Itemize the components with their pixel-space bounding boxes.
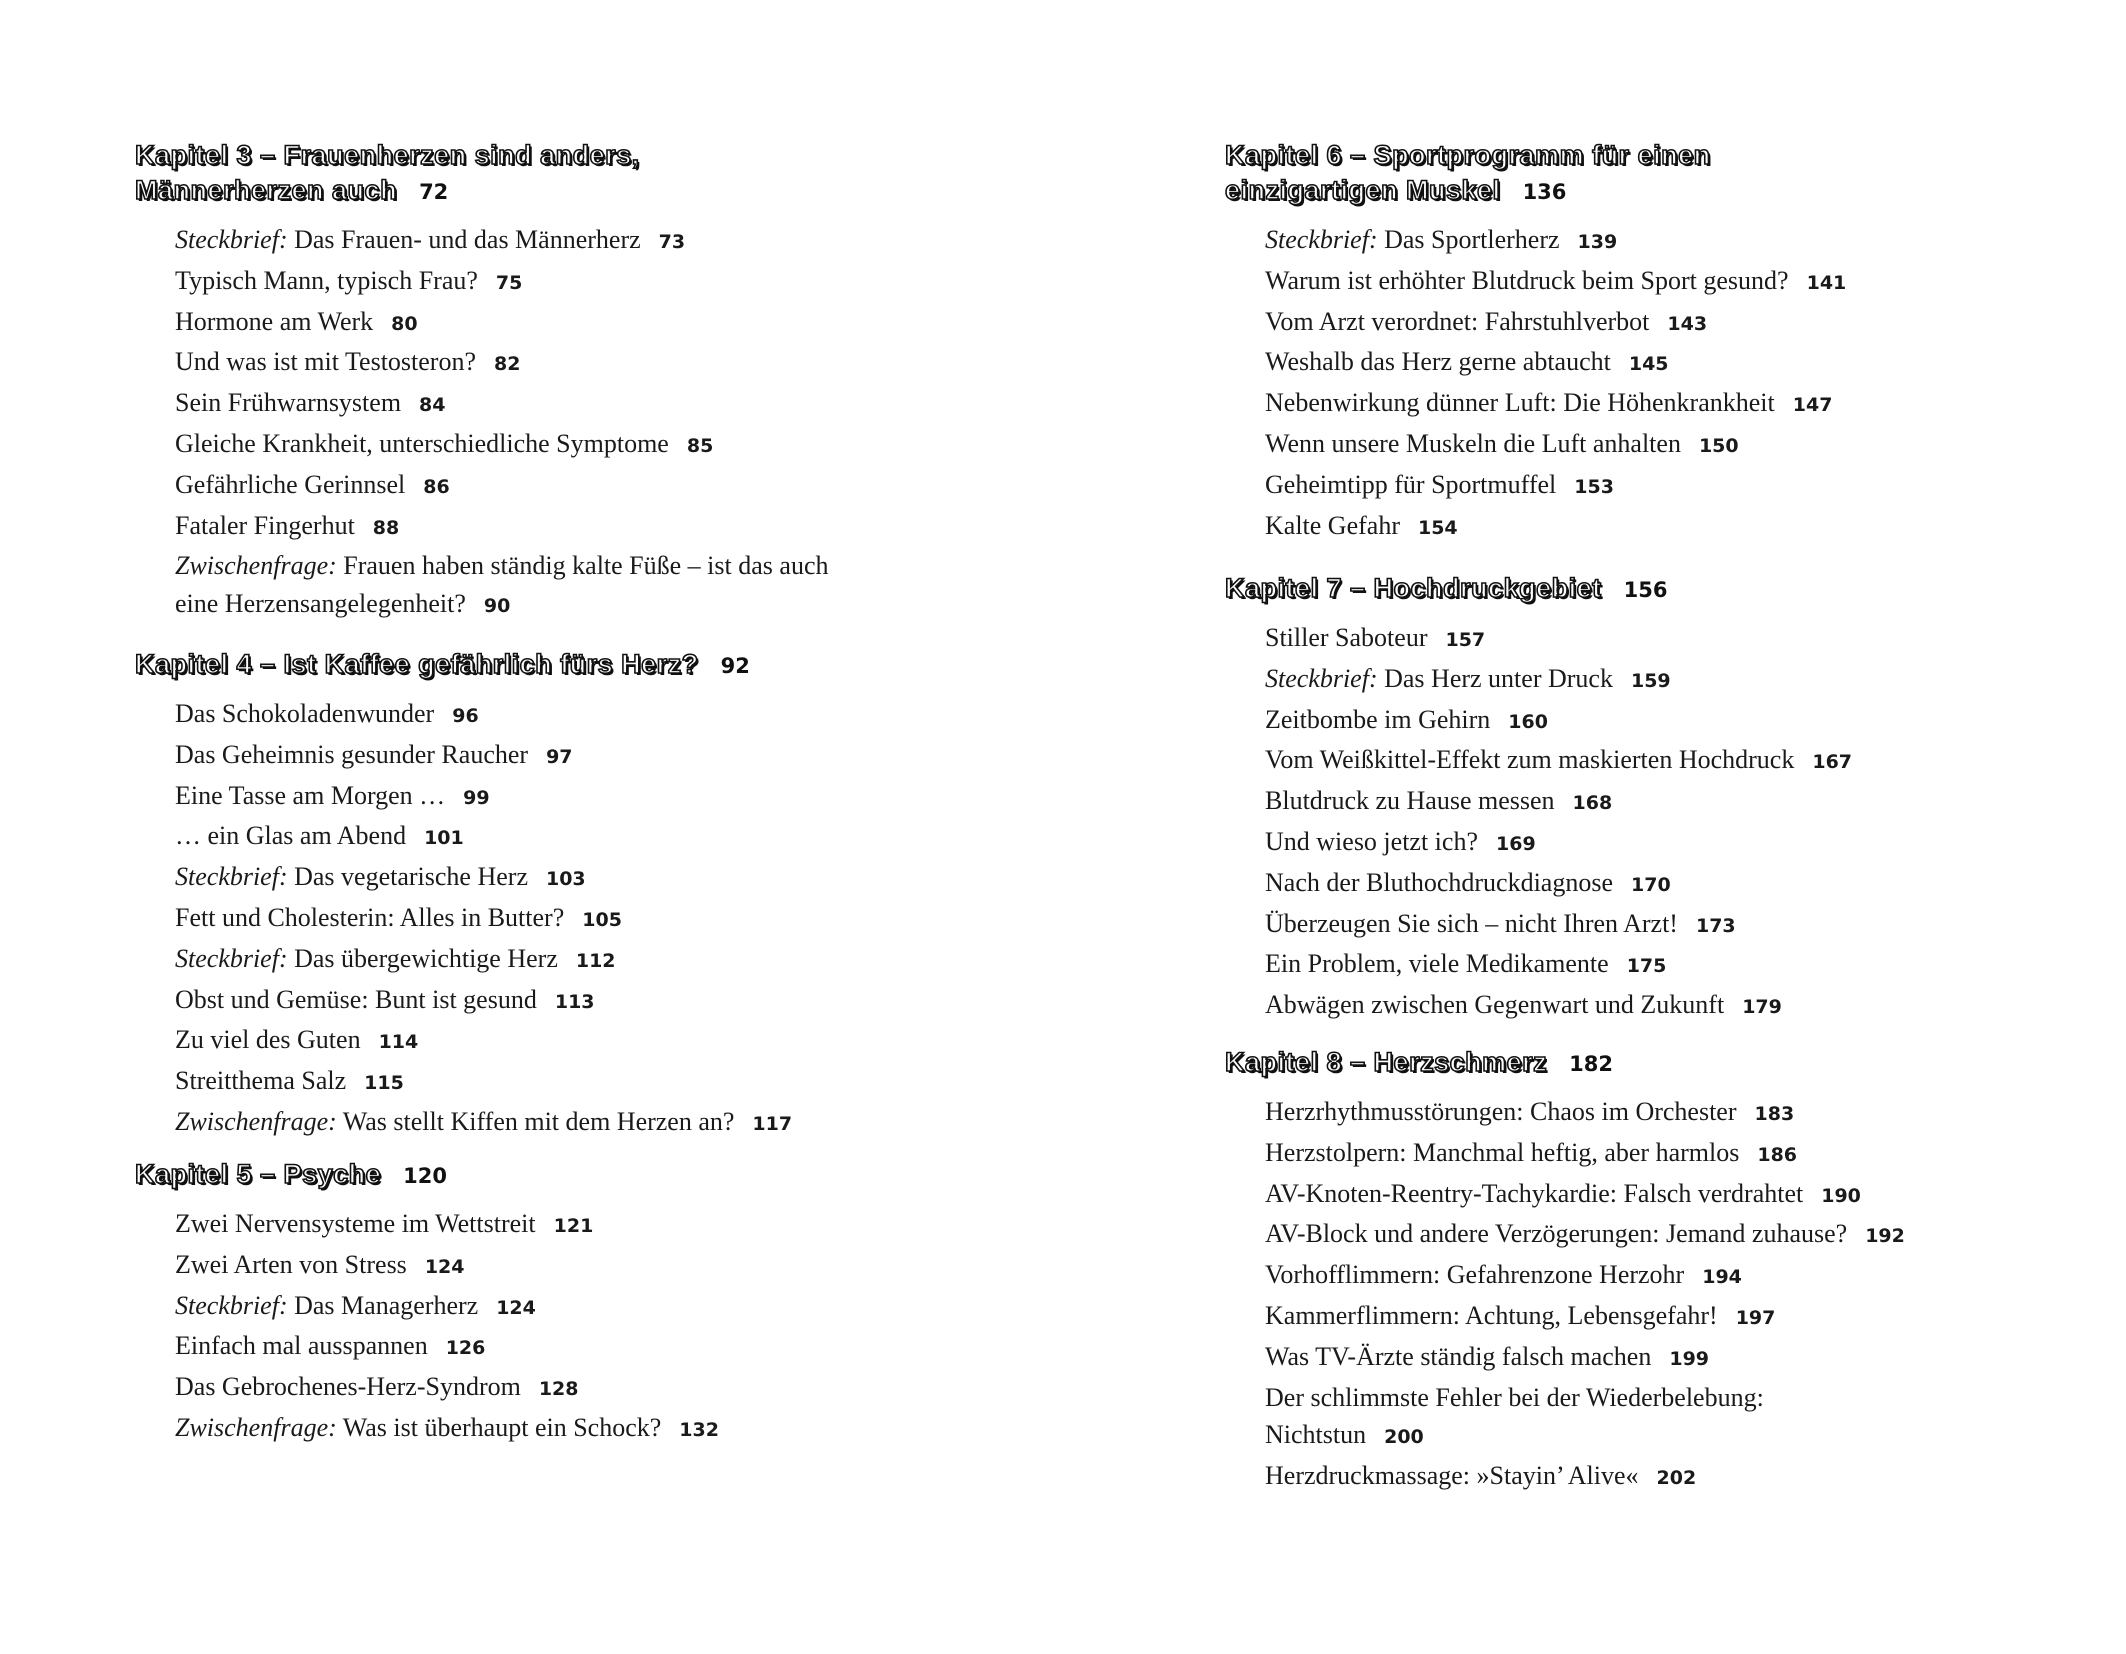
entry-title: Vom Weißkittel-Effekt zum maskierten Hochdruck [1265, 745, 1795, 775]
entry-title: Das Gebrochenes-Herz-Syndrom [175, 1372, 521, 1402]
entry-page-number: 121 [553, 1215, 594, 1237]
entry-title: Stiller Saboteur [1265, 623, 1428, 652]
toc-entry [175, 466, 1035, 507]
toc-entry [1265, 619, 2125, 660]
entry-page-number: 75 [495, 271, 523, 294]
toc-entry [1265, 986, 2125, 1027]
toc-entry [175, 1103, 1035, 1144]
entry-title: Blutdruck zu Hause messen [1265, 786, 1555, 816]
entry-page-number: 126 [445, 1337, 486, 1360]
entry-page-number: 132 [679, 1418, 719, 1441]
toc-entry [175, 1021, 1035, 1062]
toc-entry [175, 303, 1035, 344]
entry-page-number: 103 [545, 868, 586, 891]
entry-page-number: 105 [582, 908, 622, 931]
entry-title: Typisch Mann, typisch Frau? [175, 265, 478, 295]
entry-title: Nebenwirkung dünner Luft: Die Höhenkrankheit [1265, 388, 1775, 418]
chapter-title: Kapitel 8 – Herzschmerz [1225, 1047, 1548, 1077]
toc-entry [175, 1409, 1035, 1450]
toc-entry-continuation [1265, 1416, 2125, 1457]
chapter-entries [135, 1205, 1035, 1450]
entry-title: Hormone am Werk [175, 306, 374, 336]
entry-title: Gleiche Krankheit, unterschiedliche Symptome [175, 428, 669, 458]
chapter-page-number: 120 [403, 1164, 447, 1188]
entry-title: AV-Block und andere Verzögerungen: Jemand zuhause? [1265, 1219, 1848, 1249]
chapter-heading [135, 138, 1035, 210]
entry-prefix: Zwischenfrage: [175, 1412, 337, 1442]
entry-title: Was TV-Ärzte ständig falsch machen [1265, 1341, 1652, 1371]
toc-entry [1265, 1134, 2125, 1175]
chapter-heading [1225, 1045, 2125, 1082]
entry-page-number: 124 [496, 1296, 536, 1319]
entry-page-number: 84 [419, 394, 446, 417]
entry-page-number: 175 [1626, 955, 1667, 978]
entry-title: Abwägen zwischen Gegenwart und Zukunft [1265, 990, 1725, 1020]
entry-title: Das Geheimnis gesunder Raucher [175, 739, 529, 769]
chapter-section [1225, 138, 2125, 547]
chapter-heading-line [135, 1157, 1035, 1194]
entry-page-number: 168 [1572, 792, 1613, 815]
entry-page-number: 86 [423, 475, 450, 498]
entry-title: Herzstolpern: Manchmal heftig, aber harmlos [1265, 1137, 1740, 1167]
entry-title: Gefährliche Gerinnsel [175, 469, 406, 499]
chapter-heading-line [135, 647, 1035, 684]
toc-entry [175, 1062, 1035, 1103]
chapter-section [1225, 1045, 2125, 1498]
entry-page-number: 202 [1656, 1467, 1697, 1490]
entry-title: Wenn unsere Muskeln die Luft anhalten [1265, 428, 1681, 458]
entry-prefix: Steckbrief: [1265, 225, 1378, 254]
entry-title: Obst und Gemüse: Bunt ist gesund [175, 984, 537, 1014]
chapter-page-number: 182 [1569, 1052, 1613, 1076]
entry-page-number: 88 [372, 516, 400, 539]
entry-title: Streitthema Salz [175, 1066, 347, 1096]
entry-title: Überzeugen Sie sich – nicht Ihren Arzt! [1265, 908, 1678, 938]
entry-page-number: 192 [1865, 1225, 1905, 1248]
entry-page-number: 85 [686, 434, 714, 457]
entry-page-number: 186 [1757, 1143, 1798, 1166]
toc-entry [175, 425, 1035, 466]
entry-page-number: 199 [1669, 1347, 1710, 1370]
entry-page-number: 115 [364, 1072, 404, 1095]
entry-title: Vom Arzt verordnet: Fahrstuhlverbot [1265, 306, 1650, 336]
chapter-page-number: 156 [1623, 578, 1668, 602]
toc-entry [175, 858, 1035, 899]
entry-title: Zeitbombe im Gehirn [1265, 704, 1491, 734]
toc-entry [1265, 466, 2125, 507]
entry-page-number: 141 [1806, 271, 1847, 294]
entry-page-number: 179 [1742, 996, 1782, 1019]
toc-entry [175, 899, 1035, 940]
toc-entry [1265, 660, 2125, 701]
entry-page-number: 150 [1698, 434, 1739, 457]
toc-entry [1265, 262, 2125, 303]
toc-entry [175, 777, 1035, 818]
entry-page-number: 167 [1812, 751, 1853, 774]
entry-prefix: Steckbrief: [1265, 663, 1378, 693]
toc-entry [1265, 1215, 2125, 1256]
chapter-heading-line [1225, 571, 2125, 608]
chapter-entries [135, 695, 1035, 1144]
entry-page-number: 147 [1792, 394, 1833, 417]
entry-prefix: Steckbrief: [175, 225, 288, 254]
entry-title: Fataler Fingerhut [175, 510, 355, 540]
entry-title: Frauen haben ständig kalte Füße – ist das auch [343, 551, 829, 581]
toc-entry [1265, 1457, 2125, 1498]
entry-prefix: Steckbrief: [175, 1290, 288, 1320]
toc-entry [175, 1327, 1035, 1368]
entry-page-number: 159 [1630, 669, 1671, 692]
entry-page-number: 82 [494, 353, 521, 376]
toc-entry [1265, 741, 2125, 782]
entry-page-number: 114 [378, 1031, 419, 1054]
chapter-title: Kapitel 4 – Ist Kaffee gefährlich fürs Herz? [135, 649, 699, 679]
chapter-title: Kapitel 6 – Sportprogramm für einen [1225, 140, 1711, 170]
entry-title: Der schlimmste Fehler bei der Wiederbelebung: [1265, 1382, 1764, 1412]
chapter-page-number: 92 [720, 654, 750, 678]
toc-entry [1265, 303, 2125, 344]
entry-title-continuation: eine Herzensangelegenheit? [175, 589, 466, 619]
entry-title: Das vegetarische Herz [294, 862, 528, 892]
toc-entry [1265, 221, 2125, 262]
entry-prefix: Zwischenfrage: [175, 1106, 337, 1136]
entry-page-number: 154 [1417, 516, 1458, 539]
entry-page-number: 117 [752, 1112, 793, 1135]
entry-title: Sein Frühwarnsystem [175, 388, 402, 418]
toc-entry [175, 507, 1035, 548]
chapter-title: Männerherzen auch [135, 175, 398, 205]
entry-title: Zwei Arten von Stress [175, 1249, 407, 1279]
entry-title: Das Managerherz [294, 1290, 479, 1320]
chapter-heading [1225, 571, 2125, 608]
entry-page-number: 169 [1496, 832, 1536, 855]
entry-title: Was ist überhaupt ein Schock? [342, 1412, 662, 1442]
toc-entry [175, 817, 1035, 858]
toc-entry [175, 940, 1035, 981]
chapter-entries [135, 221, 1035, 626]
entry-title: Zu viel des Guten [175, 1025, 361, 1055]
entry-page-number: 99 [463, 786, 490, 809]
entry-title: Kalte Gefahr [1265, 510, 1400, 540]
chapter-title: Kapitel 5 – Psyche [135, 1159, 382, 1189]
toc-entry [175, 1246, 1035, 1287]
toc-entry [175, 1368, 1035, 1409]
toc-entry [1265, 864, 2125, 905]
entry-page-number: 97 [546, 745, 573, 768]
entry-title: Herzrhythmusstörungen: Chaos im Orchester [1265, 1097, 1737, 1126]
chapter-entries [1225, 619, 2125, 1027]
entry-page-number: 139 [1577, 231, 1618, 253]
toc-entry [175, 343, 1035, 384]
entry-title: … ein Glas am Abend [175, 821, 407, 851]
entry-page-number: 128 [538, 1378, 579, 1401]
entry-page-number: 112 [575, 949, 616, 972]
entry-title: Eine Tasse am Morgen … [175, 780, 446, 810]
chapter-page-number: 72 [419, 180, 449, 204]
entry-title: Vorhofflimmern: Gefahrenzone Herzohr [1265, 1260, 1685, 1290]
entry-title: Kammerflimmern: Achtung, Lebensgefahr! [1265, 1300, 1718, 1330]
entry-page-number: 124 [424, 1255, 465, 1278]
toc-entry [175, 1287, 1035, 1328]
entry-title: Nach der Bluthochdruckdiagnose [1265, 867, 1614, 897]
toc-entry [175, 221, 1035, 262]
chapter-heading-line [1225, 138, 2125, 173]
entry-page-number: 190 [1821, 1184, 1861, 1207]
chapter-section [135, 138, 1035, 626]
entry-page-number: 143 [1667, 312, 1708, 335]
entry-title: Herzdruckmassage: »Stayin’ Alive« [1265, 1461, 1639, 1491]
entry-title: Weshalb das Herz gerne abtaucht [1265, 347, 1611, 377]
toc-entry [1265, 1338, 2125, 1379]
entry-title: Was stellt Kiffen mit dem Herzen an? [342, 1106, 735, 1136]
entry-page-number: 170 [1631, 873, 1671, 896]
toc-entry [175, 981, 1035, 1022]
entry-title: Und wieso jetzt ich? [1265, 826, 1478, 856]
entry-page-number: 157 [1445, 629, 1486, 651]
entry-title: Das übergewichtige Herz [294, 943, 558, 973]
toc-entry [175, 695, 1035, 736]
toc-entry [1265, 384, 2125, 425]
toc-entry [1265, 507, 2125, 548]
toc-entry [175, 262, 1035, 303]
chapter-section [1225, 571, 2125, 1027]
entry-page-number: 160 [1508, 710, 1548, 733]
toc-entry [175, 736, 1035, 777]
toc-entry [1265, 701, 2125, 742]
entry-page-number: 153 [1574, 475, 1614, 498]
chapter-title: Kapitel 7 – Hochdruckgebiet [1225, 573, 1602, 603]
entry-title: Das Sportlerherz [1384, 225, 1560, 254]
toc-entry [1265, 905, 2125, 946]
toc-entry-continuation [175, 585, 1035, 626]
chapter-section [135, 647, 1035, 1144]
entry-title: AV-Knoten-Reentry-Tachykardie: Falsch verdrahtet [1265, 1178, 1804, 1208]
entry-prefix: Zwischenfrage: [175, 551, 337, 581]
toc-entry [1265, 425, 2125, 466]
chapter-entries [1225, 221, 2125, 547]
chapter-heading-line [1225, 1045, 2125, 1082]
chapter-title: einzigartigen Muskel [1225, 175, 1501, 205]
chapter-heading-line [135, 138, 1035, 173]
entry-page-number: 101 [424, 827, 464, 850]
entry-page-number: 194 [1702, 1266, 1742, 1289]
entry-page-number: 173 [1695, 914, 1736, 937]
chapter-heading-line [1225, 173, 2125, 210]
entry-title: Einfach mal ausspannen [175, 1331, 428, 1361]
entry-title: Zwei Nervensysteme im Wettstreit [175, 1209, 536, 1238]
entry-page-number: 80 [391, 312, 418, 335]
toc-entry [1265, 1175, 2125, 1216]
chapter-heading [135, 647, 1035, 684]
entry-page-number: 96 [452, 705, 479, 727]
entry-prefix: Steckbrief: [175, 943, 288, 973]
toc-entry [175, 547, 1035, 585]
entry-page-number: 200 [1384, 1426, 1424, 1449]
entry-page-number: 197 [1735, 1306, 1776, 1329]
toc-entry [1265, 1256, 2125, 1297]
toc-entry [1265, 823, 2125, 864]
entry-title: Das Frauen- und das Männerherz [294, 225, 641, 254]
chapter-entries [1225, 1093, 2125, 1498]
toc-entry [1265, 1093, 2125, 1134]
entry-page-number: 73 [658, 231, 686, 253]
chapter-title: Kapitel 3 – Frauenherzen sind anders, [135, 140, 640, 170]
chapter-heading [1225, 138, 2125, 210]
entry-title: Und was ist mit Testosteron? [175, 347, 477, 377]
entry-title: Das Herz unter Druck [1384, 663, 1613, 693]
entry-title: Geheimtipp für Sportmuffel [1265, 469, 1557, 499]
entry-page-number: 113 [554, 990, 595, 1013]
entry-title-continuation: Nichtstun [1265, 1420, 1367, 1450]
chapter-heading-line [135, 173, 1035, 210]
entry-title: Ein Problem, viele Medikamente [1265, 949, 1609, 979]
entry-page-number: 183 [1754, 1103, 1795, 1125]
toc-entry [1265, 343, 2125, 384]
toc-entry [175, 384, 1035, 425]
toc-entry [1265, 1297, 2125, 1338]
toc-entry [175, 1205, 1035, 1246]
chapter-section [135, 1157, 1035, 1450]
toc-entry [1265, 1379, 2125, 1417]
entry-title: Warum ist erhöhter Blutdruck beim Sport gesund? [1265, 265, 1789, 295]
chapter-page-number: 136 [1522, 180, 1567, 204]
entry-title: Fett und Cholesterin: Alles in Butter? [175, 902, 565, 932]
chapter-heading [135, 1157, 1035, 1194]
entry-title: Das Schokoladenwunder [175, 699, 435, 728]
toc-entry [1265, 945, 2125, 986]
entry-page-number: 145 [1628, 353, 1669, 376]
entry-page-number: 90 [483, 595, 511, 618]
entry-prefix: Steckbrief: [175, 862, 288, 892]
toc-entry [1265, 782, 2125, 823]
